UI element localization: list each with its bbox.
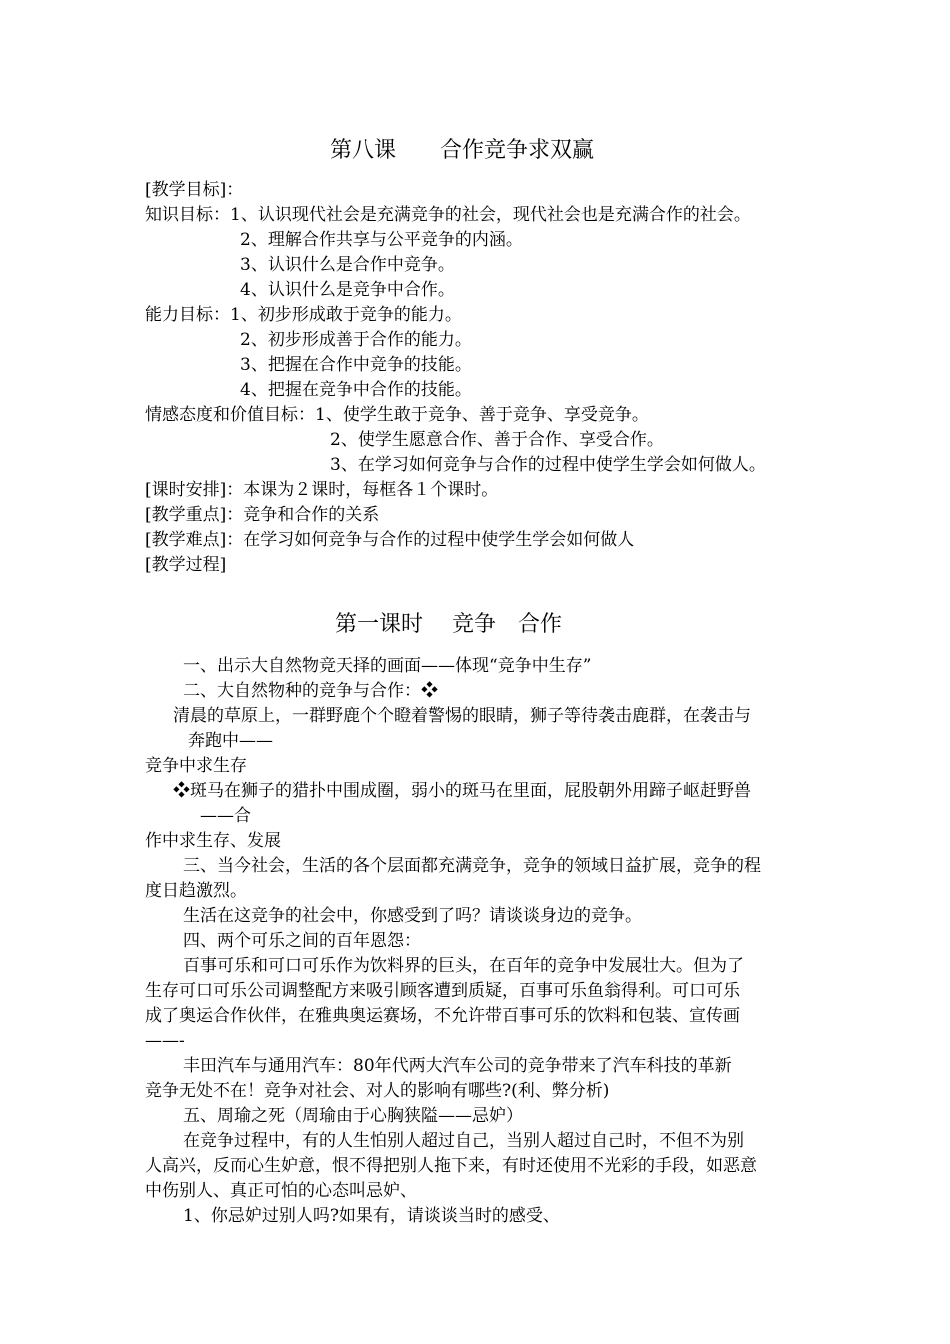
text-line: 丰田汽车与通用汽车：80年代两大汽车公司的竞争带来了汽车科技的革新 (183, 1056, 732, 1076)
text-line: [教学重点]：竞争和合作的关系 (145, 505, 380, 525)
text-line: ——合 (200, 806, 251, 826)
text-line: 2、初步形成善于合作的能力。 (240, 330, 472, 350)
lesson-title: 第八课 合作竞争求双赢 (330, 138, 595, 163)
text-line: 度日趋激烈。 (145, 881, 247, 901)
text-line: 3、认识什么是合作中竞争。 (240, 255, 455, 275)
text-line: 4、把握在竞争中合作的技能。 (240, 380, 472, 400)
text-line: [教学过程] (145, 555, 227, 575)
text-line: 一、出示大自然物竞天择的画面——体现“竞争中生存” (183, 656, 592, 676)
text-line: 竞争中求生存 (145, 756, 247, 776)
text-line: 2、使学生愿意合作、善于合作、享受合作。 (330, 430, 664, 450)
text-line: 奔跑中—— (188, 731, 273, 751)
text-line: 二、大自然物种的竞争与合作：❖ (183, 681, 438, 701)
text-line: 四、两个可乐之间的百年恩怨： (183, 931, 421, 951)
text-line: 1、你忌妒过别人吗?如果有，请谈谈当时的感受、 (183, 1206, 560, 1226)
text-line: 作中求生存、发展 (145, 831, 281, 851)
text-line: 在竞争过程中，有的人生怕别人超过自己，当别人超过自己时，不但不为别 (183, 1131, 744, 1151)
text-line: 4、认识什么是竞争中合作。 (240, 280, 455, 300)
text-line: [教学目标]： (145, 180, 244, 200)
section-title: 第一课时 竞争 合作 (335, 612, 562, 637)
text-line: 清晨的草原上，一群野鹿个个瞪着警惕的眼睛，狮子等待袭击鹿群，在袭击与 (173, 706, 751, 726)
text-line: 中伤别人、真正可怕的心态叫忌妒、 (145, 1181, 417, 1201)
text-line: 三、当今社会，生活的各个层面都充满竞争，竞争的领域日益扩展，竞争的程 (183, 856, 761, 876)
text-line: 人高兴，反而心生妒意，恨不得把别人拖下来，有时还使用不光彩的手段，如恶意 (145, 1156, 757, 1176)
text-line: 成了奥运合作伙伴，在雅典奥运赛场，不允许带百事可乐的饮料和包装、宣传画 (145, 1006, 740, 1026)
text-line: 生活在这竞争的社会中，你感受到了吗？请谈谈身边的竞争。 (183, 906, 642, 926)
text-line: ❖斑马在狮子的猎扑中围成圈，弱小的斑马在里面，屁股朝外用蹄子岖赶野兽 (173, 781, 751, 801)
text-line: 2、理解合作共享与公平竞争的内涵。 (240, 230, 523, 250)
text-line: 生存可口可乐公司调整配方来吸引顾客遭到质疑，百事可乐鱼翁得利。可口可乐 (145, 981, 740, 1001)
text-line: 百事可乐和可口可乐作为饮料界的巨头，在百年的竞争中发展壮大。但为了 (183, 956, 744, 976)
text-line: 五、周瑜之死（周瑜由于心胸狭隘——忌妒） (183, 1106, 523, 1126)
text-line: 情感态度和价值目标：1、使学生敢于竞争、善于竞争、享受竞争。 (145, 405, 649, 425)
text-line: 竞争无处不在！竞争对社会、对人的影响有哪些?(利、弊分析) (145, 1081, 610, 1101)
text-line: [课时安排]：本课为２课时，每框各１个课时。 (145, 480, 499, 500)
text-line: 知识目标：1、认识现代社会是充满竞争的社会，现代社会也是充满合作的社会。 (145, 205, 751, 225)
text-line: 3、在学习如何竞争与合作的过程中使学生学会如何做人。 (330, 455, 766, 475)
text-line: ——- (145, 1031, 185, 1051)
text-line: [教学难点]：在学习如何竞争与合作的过程中使学生学会如何做人 (145, 530, 635, 550)
text-line: 3、把握在合作中竞争的技能。 (240, 355, 472, 375)
text-line: 能力目标：1、初步形成敢于竞争的能力。 (145, 305, 462, 325)
